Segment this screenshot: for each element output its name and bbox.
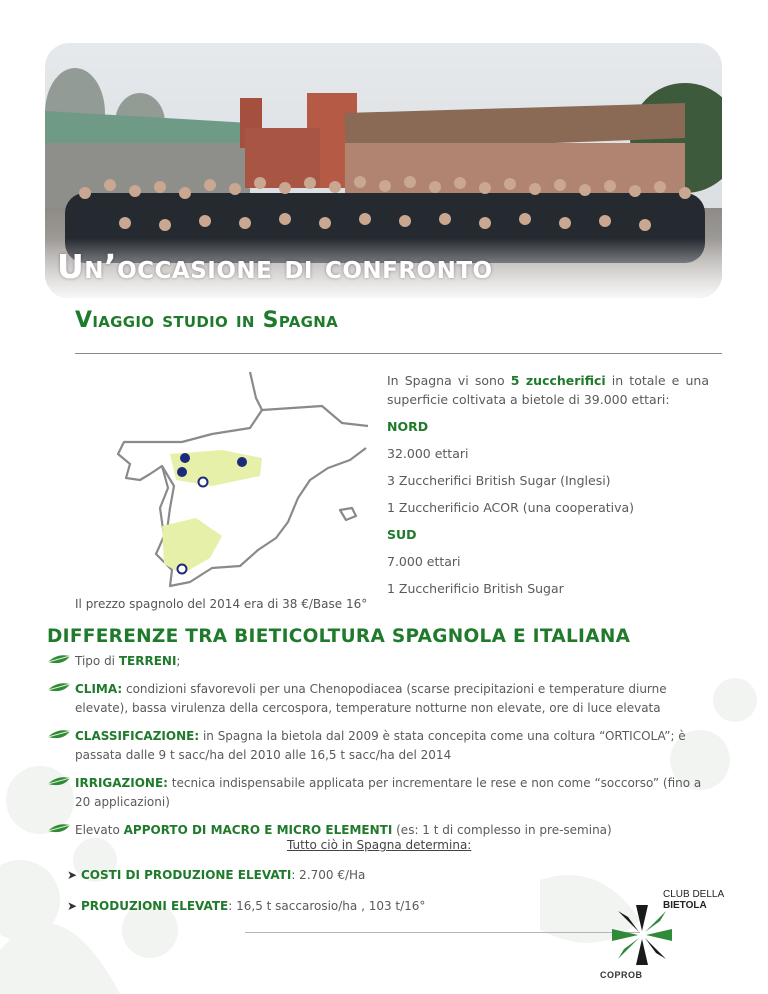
item-text: (es: 1 t di complesso in pre-semina) bbox=[392, 823, 612, 837]
item-prefix: Tipo di bbox=[75, 654, 119, 668]
intro-highlight: 5 zuccherifici bbox=[510, 373, 606, 388]
result-label: PRODUZIONI ELEVATE bbox=[81, 899, 229, 913]
result-costs bbox=[67, 868, 365, 882]
factory-dot-north-4 bbox=[199, 478, 208, 487]
spain-info bbox=[387, 371, 709, 598]
spain-map bbox=[112, 368, 372, 598]
item-label: APPORTO DI MACRO E MICRO ELEMENTI bbox=[123, 823, 393, 837]
result-text: : 2.700 €/Ha bbox=[291, 868, 366, 882]
page-subtitle: Viaggio studio in Spagna bbox=[75, 308, 339, 333]
north-label: NORD bbox=[387, 419, 429, 434]
list-item bbox=[47, 727, 717, 765]
page-title: Un’occasione di confronto bbox=[57, 247, 493, 286]
arrow-right-icon: ➤ bbox=[67, 868, 78, 882]
price-note: Il prezzo spagnolo del 2014 era di 38 €/Base 16° bbox=[75, 597, 368, 611]
result-label: COSTI DI PRODUZIONE ELEVATI bbox=[81, 868, 292, 882]
item-label: CLASSIFICAZIONE: bbox=[75, 729, 200, 743]
factory-dot-north-1 bbox=[180, 453, 190, 463]
arrow-right-icon: ➤ bbox=[67, 899, 78, 913]
divider bbox=[75, 353, 722, 354]
coprob-brand: COPROB bbox=[600, 970, 643, 980]
north-line-1: 3 Zuccherifici British Sugar (Inglesi) bbox=[387, 473, 611, 488]
item-label: IRRIGAZIONE: bbox=[75, 776, 168, 790]
logo-line-1: CLUB DELLA bbox=[663, 889, 725, 900]
item-text: in Spagna la bietola dal 2009 è stata concepita come una coltura “ORTICOLA”; è passata dalle 9 t sacc/ha del 2010 alle 16,5 t sacc/ha del 2014 bbox=[75, 729, 686, 762]
factory-dot-south-1 bbox=[178, 565, 187, 574]
factory-dot-north-3 bbox=[237, 457, 247, 467]
south-line-1: 1 Zuccherificio British Sugar bbox=[387, 581, 564, 596]
south-area: 7.000 ettari bbox=[387, 554, 461, 569]
north-line-2: 1 Zuccherificio ACOR (una cooperativa) bbox=[387, 500, 635, 515]
leaf-bullet-icon bbox=[47, 728, 71, 742]
leaf-bullet-icon bbox=[47, 822, 71, 836]
logo-line-2: BIETOLA bbox=[663, 900, 707, 911]
item-text: ; bbox=[176, 654, 181, 668]
logo-text bbox=[663, 889, 724, 911]
differences-heading: DIFFERENZE TRA BIETICOLTURA SPAGNOLA E ITALIANA bbox=[47, 626, 631, 647]
leaf-bullet-icon bbox=[47, 775, 71, 789]
item-label: CLIMA: bbox=[75, 682, 123, 696]
south-label: SUD bbox=[387, 527, 417, 542]
north-area: 32.000 ettari bbox=[387, 446, 469, 461]
list-item bbox=[47, 774, 717, 812]
result-text: : 16,5 t saccarosio/ha , 103 t/16° bbox=[228, 899, 426, 913]
item-prefix: Elevato bbox=[75, 823, 124, 837]
list-item bbox=[47, 652, 717, 671]
intro-text-end: in totale e una superficie coltivata a bietole di 39.000 ettari: bbox=[387, 373, 709, 407]
factory-dot-north-2 bbox=[177, 467, 187, 477]
leaf-bullet-icon bbox=[47, 681, 71, 695]
footer-divider bbox=[245, 932, 640, 933]
list-item bbox=[47, 680, 717, 718]
item-label: TERRENI bbox=[118, 654, 177, 668]
intro-text: In Spagna vi sono bbox=[387, 373, 511, 388]
conclusion-text: Tutto ciò in Spagna determina: bbox=[287, 838, 472, 852]
result-production bbox=[67, 899, 425, 913]
item-text: tecnica indispensabile applicata per incrementare le rese e non come “soccorso” (fino a 20 applicazioni) bbox=[75, 776, 702, 809]
intro-paragraph bbox=[387, 371, 709, 409]
item-text: condizioni sfavorevoli per una Chenopodiacea (scarse precipitazioni e temperature diurne elevate), bassa virulenza della cercospora, temperature notturne non elevate, ore di luce elevata bbox=[75, 682, 667, 715]
leaf-bullet-icon bbox=[47, 653, 71, 667]
differences-list bbox=[47, 652, 717, 840]
